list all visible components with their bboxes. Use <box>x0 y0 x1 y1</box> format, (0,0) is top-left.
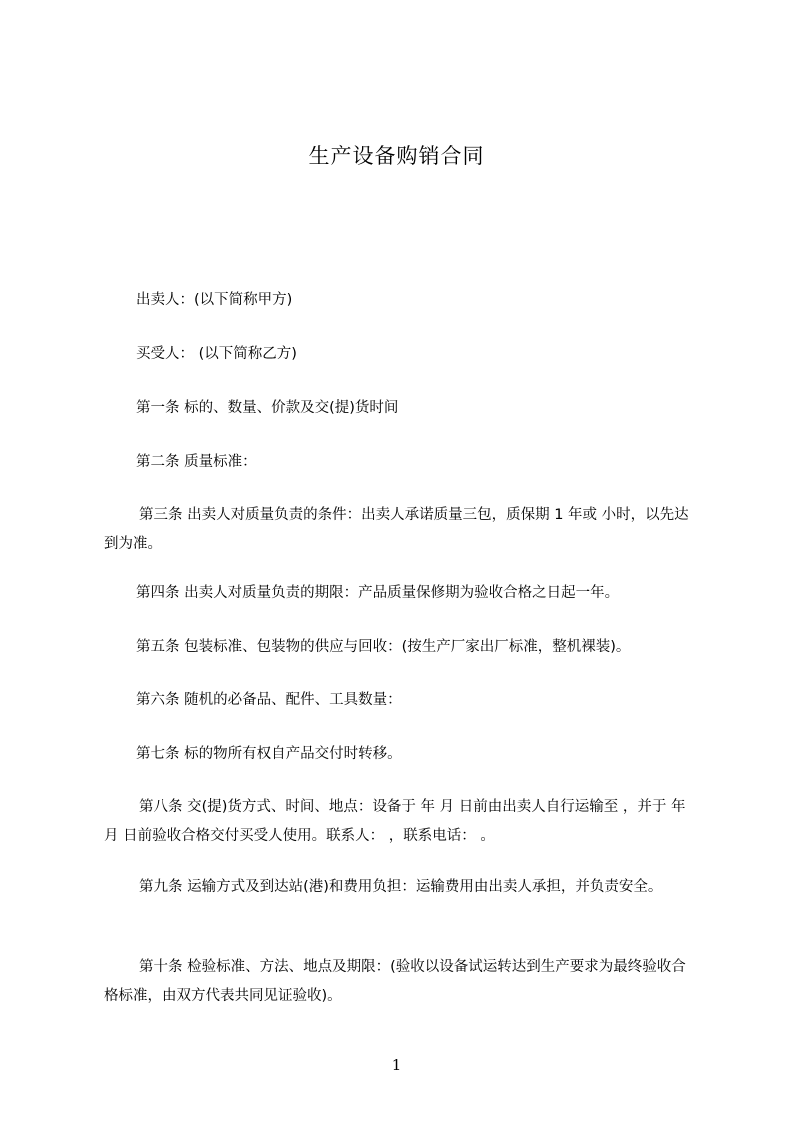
article-4: 第四条 出卖人对质量负责的期限：产品质量保修期为验收合格之日起一年。 <box>136 585 620 601</box>
contract-title: 生产设备购销合同 <box>308 144 485 168</box>
article-9: 第九条 运输方式及到达站(港)和费用负担：运输费用由出卖人承担，并负责安全。 <box>139 879 663 895</box>
buyer-line: 买受人： (以下简称乙方) <box>136 346 297 362</box>
article-7: 第七条 标的物所有权自产品交付时转移。 <box>136 746 402 762</box>
article-1: 第一条 标的、数量、价款及交(提)货时间 <box>136 400 399 416</box>
article-8: 第八条 交(提)货方式、时间、地点：设备于 年 月 日前由出卖人自行运输至 ，并于 年 月 日前验收合格交付买受人使用。联系人： ，联系电话： 。 <box>104 799 686 844</box>
article-5: 第五条 包装标准、包装物的供应与回收：(按生产厂家出厂标准，整机裸装)。 <box>136 639 631 655</box>
seller-line: 出卖人：(以下简称甲方) <box>136 292 293 308</box>
article-6: 第六条 随机的必备品、配件、工具数量： <box>136 692 402 708</box>
article-3: 第三条 出卖人对质量负责的条件：出卖人承诺质量三包，质保期 1 年或 小时，以先达到为准。 <box>104 507 689 552</box>
article-10: 第十条 检验标准、方法、地点及期限：(验收以设备试运转达到生产要求为最终验收合格标准，由双方代表共同见证验收)。 <box>104 959 686 1004</box>
page-number: 1 <box>391 1056 402 1074</box>
article-2: 第二条 质量标准： <box>136 454 257 470</box>
